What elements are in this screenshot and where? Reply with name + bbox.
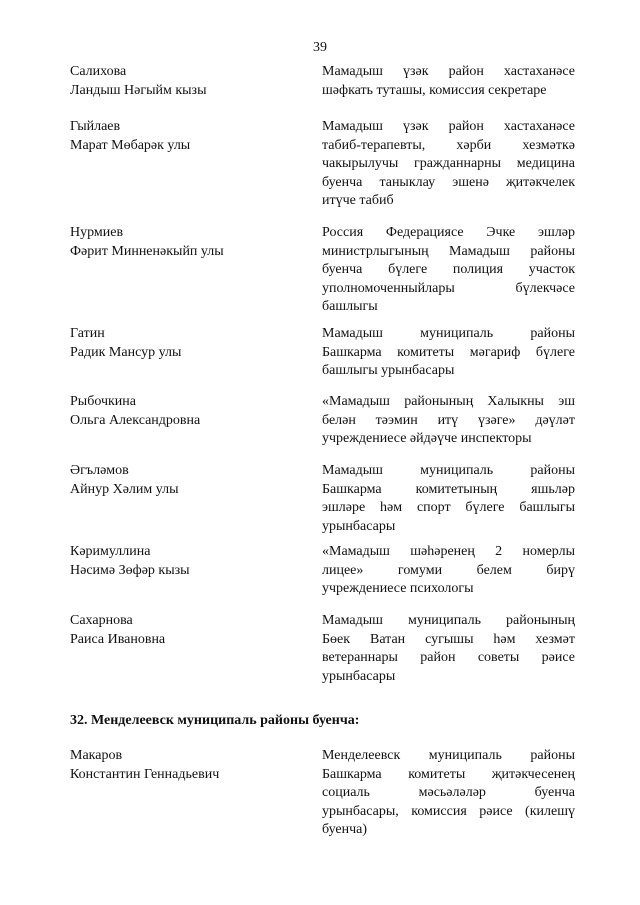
position-line: министрлыгының Мамадыш районы	[322, 243, 575, 259]
position-line: Менделеевск муниципаль районы	[322, 748, 575, 763]
position-line: лицее» гомуми белем бирү	[322, 562, 575, 578]
member-name	[70, 462, 310, 499]
position-line: «Мамадыш районының Халыкны эш	[322, 394, 575, 409]
position-line: башлыгы урынбасары	[322, 363, 455, 378]
member-given-names: Константин Геннадьевич	[70, 766, 220, 782]
member-name	[70, 612, 310, 649]
member-name	[70, 63, 310, 100]
member-position	[322, 325, 575, 381]
member-surname: Рыбочкина	[70, 394, 136, 409]
member-surname: Гыйлаев	[70, 119, 121, 134]
member-position	[322, 462, 575, 536]
position-line: эшләре һәм спорт бүлеге башлыгы	[322, 500, 575, 515]
member-position	[322, 224, 575, 317]
member-surname: Макаров	[70, 748, 123, 763]
member-name	[70, 325, 310, 362]
member-surname: Салихова	[70, 64, 127, 79]
section-heading: 32. Менделеевск муниципаль районы буенча:	[70, 713, 360, 728]
member-position	[322, 393, 575, 449]
position-line: Башкарма комитеты мәгариф бүлеге	[322, 344, 575, 360]
member-position	[322, 63, 575, 100]
position-line: урынбасары	[322, 668, 396, 684]
member-given-names: Раиса Ивановна	[70, 631, 166, 647]
member-position	[322, 612, 575, 686]
position-line: Башкарма комитетының яшьләр	[322, 481, 575, 497]
member-given-names: Нәсимә Зөфәр кызы	[70, 562, 190, 578]
position-line: урынбасары, комиссия рәисе (килешү	[322, 803, 575, 819]
member-name	[70, 393, 310, 430]
position-line: Башкарма комитеты җитәкчесенең	[322, 766, 575, 782]
position-line: Мамадыш үзәк район хастаханәсе	[322, 119, 575, 134]
member-given-names: Айнур Хәлим улы	[70, 481, 179, 497]
member-given-names: Марат Мөбарәк улы	[70, 137, 191, 153]
position-line: ветераннары район советы рәисе	[322, 650, 575, 665]
position-line: белән тәэмин итү үзәге» дәүләт	[322, 412, 575, 428]
member-name	[70, 118, 310, 155]
member-position	[322, 118, 575, 211]
member-position	[322, 543, 575, 599]
member-given-names: Ольга Александровна	[70, 412, 201, 428]
member-surname: Кәримуллина	[70, 544, 151, 559]
position-line: Мамадыш үзәк район хастаханәсе	[322, 64, 575, 79]
position-line: буенча)	[322, 822, 368, 837]
member-name	[70, 747, 310, 784]
member-surname: Нурмиев	[70, 225, 124, 240]
member-surname: Әгъләмов	[70, 463, 129, 478]
position-line: учреждениесе психологы	[322, 581, 474, 596]
member-surname: Гатин	[70, 326, 105, 341]
member-name	[70, 543, 310, 580]
member-name	[70, 224, 310, 261]
member-surname: Сахарнова	[70, 613, 133, 628]
position-line: социаль мәсьәләләр буенча	[322, 785, 575, 800]
page-number: 39	[313, 40, 327, 55]
position-line: Бөек Ватан сугышы һәм хезмәт	[322, 631, 575, 647]
position-line: учреждениесе әйдәүче инспекторы	[322, 431, 532, 446]
position-line: табиб-терапевты, хәрби хезмәткә	[322, 137, 575, 153]
position-line: буенча таныклау эшенә җитәкчелек	[322, 174, 575, 190]
position-line: Мамадыш муниципаль районының	[322, 613, 575, 628]
position-line: «Мамадыш шәһәренең 2 номерлы	[322, 544, 575, 559]
position-line: Мамадыш муниципаль районы	[322, 326, 575, 341]
position-line: шәфкать туташы, комиссия секретаре	[322, 82, 547, 98]
member-given-names: Ландыш Нәгыйм кызы	[70, 82, 207, 98]
position-line: урынбасары	[322, 518, 396, 534]
position-line: Мамадыш муниципаль районы	[322, 463, 575, 478]
member-given-names: Фәрит Минненәкыйп улы	[70, 243, 224, 259]
position-line: уполномоченныйлары бүлекчәсе	[322, 280, 575, 296]
member-position	[322, 747, 575, 840]
position-line: буенча бүлеге полиция участок	[322, 262, 575, 277]
position-line: итүче табиб	[322, 193, 394, 208]
member-given-names: Радик Мансур улы	[70, 344, 182, 360]
position-line: Россия Федерациясе Эчке эшләр	[322, 225, 575, 240]
position-line: чакырылучы гражданнарны медицина	[322, 156, 575, 171]
position-line: башлыгы	[322, 299, 378, 314]
